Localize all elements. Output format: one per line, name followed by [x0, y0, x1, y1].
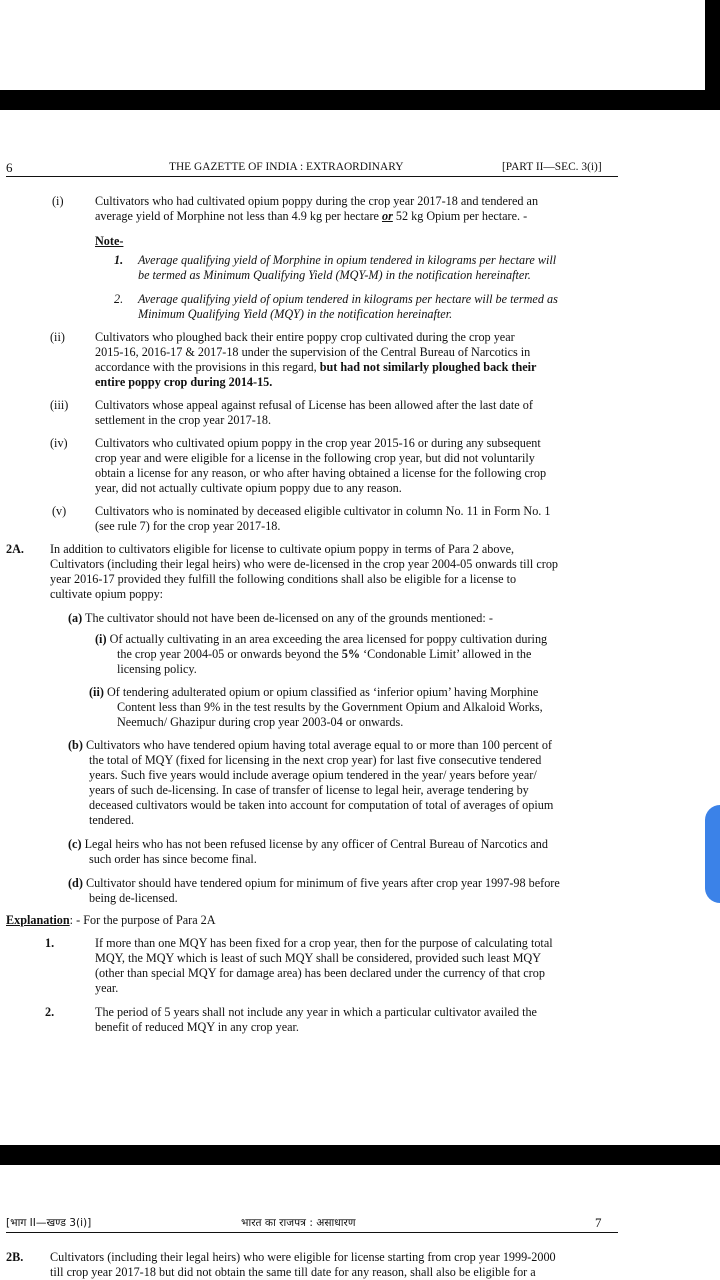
page-separator-bottom: [0, 1145, 720, 1165]
para-2a-c-text1: Legal heirs who has not been refused license by any officer of Central Bureau of Narcotics and: [81, 837, 548, 851]
page7-header-left: [भाग II—खण्ड 3(i)]: [6, 1217, 92, 1229]
item-ii-line3a: accordance with the provisions in this regard,: [95, 360, 320, 374]
para-2a-a-i-text2a: the crop year 2004-05 or onwards beyond the: [117, 647, 342, 661]
note-2-line2: Minimum Qualifying Yield (MQY) in the notification hereinafter.: [138, 307, 453, 321]
explanation-1-line4: year.: [95, 981, 119, 995]
para-2a-a-i-line1: [95, 632, 547, 647]
item-v-number: (v): [52, 504, 67, 518]
para-2a-line4: cultivate opium poppy:: [50, 587, 164, 601]
gazette-header-title: THE GAZETTE OF INDIA : EXTRAORDINARY: [169, 161, 404, 173]
para-2a-line1: In addition to cultivators eligible for license to cultivate opium poppy in terms of Para 2 above,: [50, 542, 515, 556]
para-2a-a-ii-text1: Of tendering adulterated opium or opium classified as ‘inferior opium’ having Morphine: [103, 685, 539, 699]
para-2a-a-i-text2b: 5%: [341, 647, 361, 661]
para-2a-b-line4: years of such de-licensing. In case of transfer of license to legal heir, average tendering by: [89, 783, 529, 797]
para-2b-number: 2B.: [6, 1250, 24, 1264]
item-i-number: (i): [52, 194, 64, 208]
explanation-2-line2: benefit of reduced MQY in any crop year.: [95, 1020, 299, 1034]
para-2a-d-line1: [68, 876, 560, 891]
item-iv-number: (iv): [50, 436, 68, 450]
explanation-1-line2: MQY, the MQY which is least of such MQY shall be considered, provided such least MQY: [95, 951, 542, 965]
note-2-line1: Average qualifying yield of opium tendered in kilograms per hectare will be termed as: [138, 292, 558, 306]
item-iii-line2: settlement in the crop year 2017-18.: [95, 413, 271, 427]
note-2-number: 2.: [114, 292, 124, 306]
para-2a-b-label: (b): [68, 738, 83, 752]
page-number: 6: [6, 160, 13, 175]
item-iv-line1: Cultivators who cultivated opium poppy in the crop year 2015-16 or during any subsequent: [95, 436, 541, 450]
para-2a-a-i-line2: [117, 647, 531, 662]
para-2a-number: 2A.: [6, 542, 24, 556]
note-1-number: 1.: [114, 253, 124, 267]
explanation-heading: [6, 913, 216, 928]
para-2a-c-line1: [68, 837, 548, 852]
para-2a-b-line5: deceased cultivators would be taken into account for computation of total of averages of opium: [89, 798, 554, 812]
item-i-line1: Cultivators who had cultivated opium poppy during the crop year 2017-18 and tendered an: [95, 194, 539, 208]
para-2a-b-text1: Cultivators who have tendered opium having total average equal to or more than 100 percent of: [82, 738, 552, 752]
explanation-1-number: 1.: [45, 936, 55, 950]
item-ii-line2: 2015-16, 2016-17 & 2017-18 under the supervision of the Central Bureau of Narcotics in: [95, 345, 531, 359]
item-v-line2: (see rule 7) for the crop year 2017-18.: [95, 519, 281, 533]
explanation-1-line3: (other than special MQY for damage area) has been declared under the currency of that crop: [95, 966, 545, 980]
para-2a-a-i-text1: Of actually cultivating in an area exceeding the area licensed for poppy cultivation during: [106, 632, 548, 646]
para-2a-c-label: (c): [68, 837, 82, 851]
item-ii-number: (ii): [50, 330, 65, 344]
explanation-label: Explanation: [6, 913, 70, 927]
item-i-line2a: average yield of Morphine not less than 4.9 kg per hectare: [95, 209, 382, 223]
item-iv-line4: year, did not actually cultivate opium poppy due to any reason.: [95, 481, 402, 495]
explanation-2-number: 2.: [45, 1005, 55, 1019]
item-i-line2: [95, 209, 527, 224]
page7-header-rule: [6, 1232, 618, 1233]
item-iv-line2: crop year and were eligible for a license in the following crop year, but did not voluntarily: [95, 451, 535, 465]
item-ii-line4: entire poppy crop during 2014-15.: [95, 375, 273, 389]
item-i-line2b: 52 kg Opium per hectare. -: [392, 209, 528, 223]
item-ii-line1: Cultivators who ploughed back their entire poppy crop cultivated during the crop year: [95, 330, 515, 344]
item-v-line1: Cultivators who is nominated by deceased eligible cultivator in column No. 11 in Form No. 1: [95, 504, 551, 518]
para-2a-b-line2: the total of MQY (fixed for licensing in the next crop year) for last five consecutive tendered: [89, 753, 542, 767]
para-2a-a-ii-line3: Neemuch/ Ghazipur during crop year 2003-04 or onwards.: [117, 715, 404, 729]
header-rule: [6, 176, 618, 177]
para-2a-a-i-label: (i): [95, 632, 107, 646]
item-iii-line1: Cultivators whose appeal against refusal of License has been allowed after the last date of: [95, 398, 533, 412]
item-iii-number: (iii): [50, 398, 69, 412]
item-iv-line3: obtain a license for any reason, or who after having obtained a license for the following crop: [95, 466, 547, 480]
para-2a-a-label: (a): [68, 611, 83, 625]
para-2a-b-line6: tendered.: [89, 813, 135, 827]
para-2a-a-ii-label: (ii): [89, 685, 104, 699]
page7-page-number: 7: [595, 1215, 602, 1230]
item-i-or: or: [381, 209, 393, 223]
note-label: Note-: [95, 234, 124, 248]
para-2a-d-line2: being de-licensed.: [89, 891, 178, 905]
para-2b-line1: Cultivators (including their legal heirs) who were eligible for license starting from crop year 1999-2000: [50, 1250, 556, 1264]
scrollbar-thumb[interactable]: [705, 805, 720, 903]
page7-header-center: भारत का राजपत्र : असाधारण: [241, 1217, 356, 1229]
para-2a-line2: Cultivators (including their legal heirs) who were de-licensed in the crop year 2004-05 onwards till crop: [50, 557, 559, 571]
item-ii-line3b: but had not similarly ploughed back their: [319, 360, 537, 374]
para-2a-c-line2: such order has since become final.: [89, 852, 257, 866]
para-2a-a-text: The cultivator should not have been de-licensed on any of the grounds mentioned: -: [82, 611, 493, 625]
para-2a-line3: year 2016-17 provided they fulfill the following conditions shall also be eligible for a license to: [50, 572, 517, 586]
para-2a-a-ii-line2: Content less than 9% in the test results by the Government Opium and Alkaloid Works,: [117, 700, 543, 714]
note-1-line1: Average qualifying yield of Morphine in opium tendered in kilograms per hectare will: [138, 253, 557, 267]
para-2a-a-i-text2c: ‘Condonable Limit’ allowed in the: [360, 647, 532, 661]
para-2a-a: [68, 611, 493, 626]
page-separator-top: [0, 90, 720, 110]
explanation-1-line1: If more than one MQY has been fixed for a crop year, then for the purpose of calculating total: [95, 936, 553, 950]
para-2a-b-line3: years. Such five years would include average opium tendered in the year/ years before year/: [89, 768, 537, 782]
explanation-text: : - For the purpose of Para 2A: [69, 913, 216, 927]
right-edge-bar: [705, 0, 720, 90]
para-2a-a-i-line3: licensing policy.: [117, 662, 197, 676]
para-2a-d-label: (d): [68, 876, 83, 890]
gazette-header-part: [PART II—SEC. 3(i)]: [502, 161, 602, 173]
para-2b-line2: till crop year 2017-18 but did not obtain the same till date for any reason, shall also be eligible for a: [50, 1265, 536, 1279]
item-ii-line3: [95, 360, 536, 375]
para-2a-a-ii-line1: [89, 685, 538, 700]
para-2a-d-text1: Cultivator should have tendered opium for minimum of five years after crop year 1997-98 before: [82, 876, 560, 890]
explanation-2-line1: The period of 5 years shall not include any year in which a particular cultivator availed the: [95, 1005, 537, 1019]
para-2a-b-line1: [68, 738, 552, 753]
note-1-line2: be termed as Minimum Qualifying Yield (MQY-M) in the notification hereinafter.: [138, 268, 531, 282]
